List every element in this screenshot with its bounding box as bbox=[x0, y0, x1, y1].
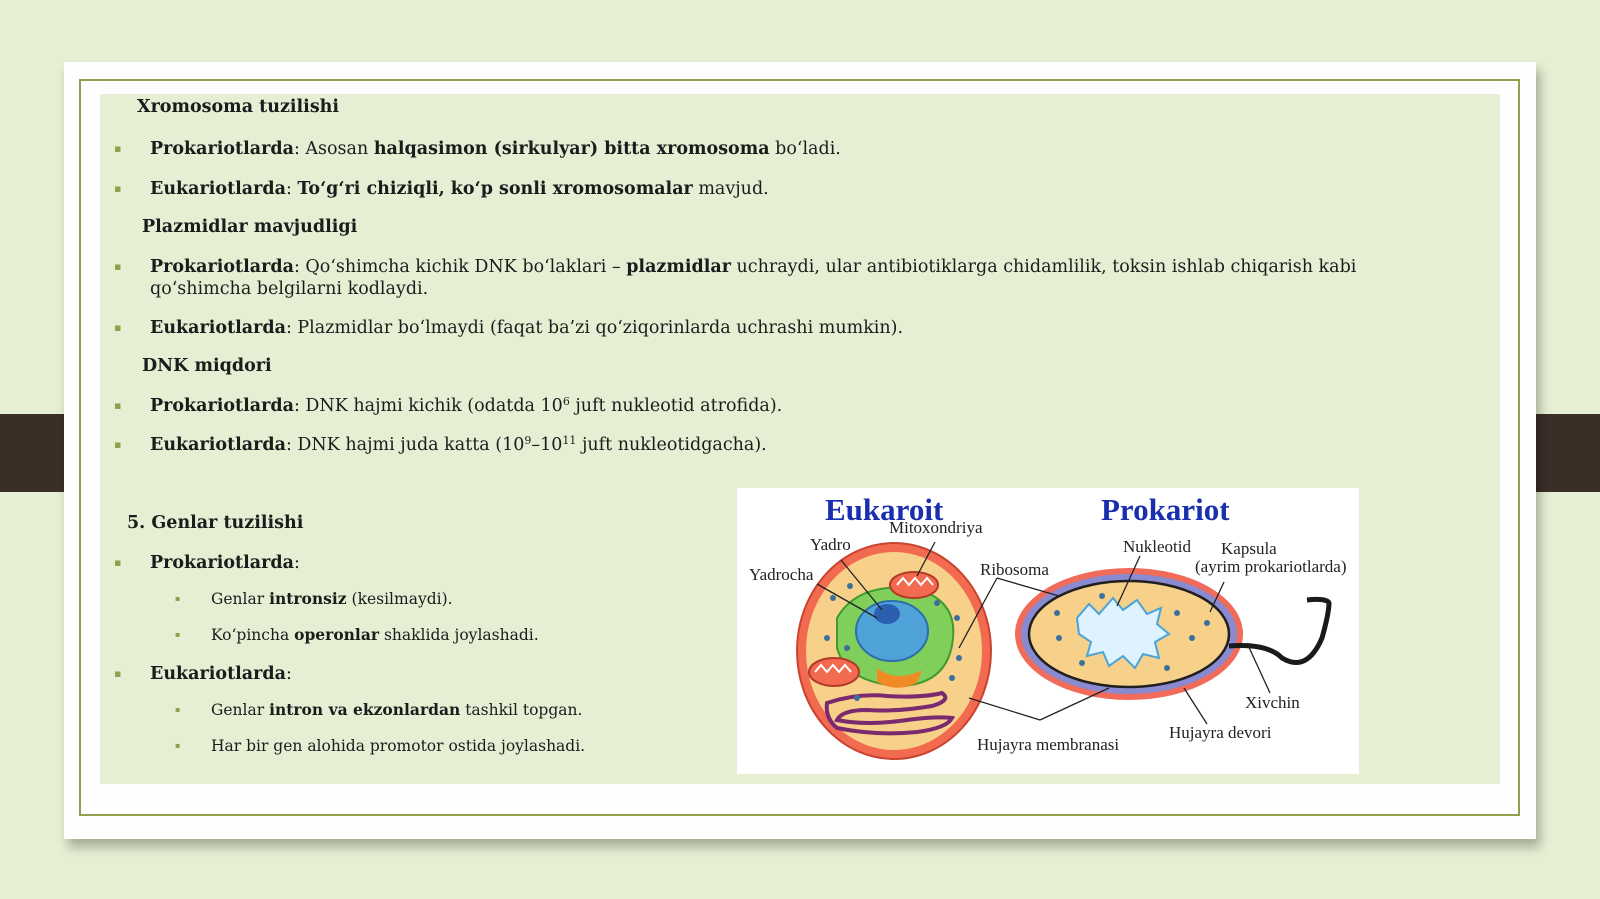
bullet-marker: ▪ bbox=[114, 321, 122, 334]
term: Eukariotlarda bbox=[150, 318, 286, 338]
label-kapsula-note: (ayrim prokariotlarda) bbox=[1195, 557, 1347, 576]
sub-bullet-intron-ekzon: ▪ Genlar intron va ekzonlardan tashkil topgan. bbox=[175, 700, 583, 719]
label-nukleotid: Nukleotid bbox=[1123, 537, 1191, 556]
bullet-marker: ▪ bbox=[114, 438, 122, 451]
label-hujayra-devori: Hujayra devori bbox=[1169, 723, 1272, 742]
title-eukaroit: Eukaroit bbox=[825, 492, 944, 527]
sub-bullet-intronsiz: ▪ Genlar intronsiz (kesilmaydi). bbox=[175, 589, 453, 608]
sub-bullet-marker: ▪ bbox=[175, 630, 181, 639]
heading-plazmidlar: Plazmidlar mavjudligi bbox=[142, 217, 358, 237]
label-hujayra-membranasi: Hujayra membranasi bbox=[977, 735, 1120, 754]
bullet-prok-xromosoma: ▪ Prokariotlarda: Asosan halqasimon (sirkulyar) bitta xromosoma bo‘ladi. bbox=[114, 139, 841, 159]
bullet-marker: ▪ bbox=[114, 399, 122, 412]
cell-diagram bbox=[737, 488, 1359, 774]
label-kapsula: Kapsula bbox=[1221, 539, 1277, 558]
bullet-marker: ▪ bbox=[114, 182, 122, 195]
term: Prokariotlarda bbox=[150, 257, 294, 277]
sub-bullet-marker: ▪ bbox=[175, 594, 181, 603]
bullet-marker: ▪ bbox=[114, 260, 122, 273]
label-xivchin: Xivchin bbox=[1245, 693, 1300, 712]
sub-bullet-marker: ▪ bbox=[175, 705, 181, 714]
heading-genlar: 5. Genlar tuzilishi bbox=[127, 513, 304, 533]
term: Eukariotlarda bbox=[150, 179, 286, 199]
bullet-marker: ▪ bbox=[114, 142, 122, 155]
label-yadrocha: Yadrocha bbox=[749, 565, 814, 584]
term: Prokariotlarda bbox=[150, 396, 294, 416]
bullet-euk-xromosoma: ▪ Eukariotlarda: To‘g‘ri chiziqli, ko‘p sonli xromosomalar mavjud. bbox=[114, 179, 769, 199]
bullet-euk-dnk: ▪ Eukariotlarda: DNK hajmi juda katta ($10^9-10^{11}$ juft nukleotidgacha). bbox=[114, 434, 767, 455]
label-ribosoma: Ribosoma bbox=[980, 560, 1049, 579]
bullet-euk-genlar: ▪ Eukariotlarda: bbox=[114, 664, 292, 684]
bullet-euk-plazmid: ▪ Eukariotlarda: Plazmidlar bo‘lmaydi (faqat ba’zi qo‘ziqorinlarda uchrashi mumkin). bbox=[114, 318, 904, 338]
sub-bullet-operonlar: ▪ Ko‘pincha operonlar shaklida joylashadi. bbox=[175, 625, 539, 644]
bullet-marker: ▪ bbox=[114, 556, 122, 569]
term: Eukariotlarda bbox=[150, 664, 286, 684]
title-prokariot: Prokariot bbox=[1101, 492, 1230, 527]
prokaryotic-cell bbox=[1015, 568, 1329, 700]
bullet-prok-genlar: ▪ Prokariotlarda: bbox=[114, 553, 300, 573]
heading-xromosoma: Xromosoma tuzilishi bbox=[137, 97, 340, 117]
term: Prokariotlarda bbox=[150, 139, 294, 159]
term: Prokariotlarda bbox=[150, 553, 294, 573]
sub-bullet-promotor: ▪ Har bir gen alohida promotor ostida joylashadi. bbox=[175, 737, 586, 755]
bullet-prok-plazmid: ▪ Prokariotlarda: Qo‘shimcha kichik DNK bo‘laklari – plazmidlar uchraydi, ular antibiotiklarga chidamlilik, toksin ishlab chiqarish kabi qo‘shimcha belgilarni kodlaydi. bbox=[114, 257, 1357, 299]
sub-bullet-marker: ▪ bbox=[175, 741, 181, 750]
bullet-prok-dnk: ▪ Prokariotlarda: DNK hajmi kichik (odatda $10^6$ juft nukleotid atrofida). bbox=[114, 395, 783, 416]
cell-diagram-svg bbox=[737, 488, 1359, 774]
eukaryotic-cell bbox=[797, 543, 991, 759]
heading-dnk-miqdori: DNK miqdori bbox=[142, 356, 272, 376]
label-mitoxondriya: Mitoxondriya bbox=[889, 518, 983, 537]
term: Eukariotlarda bbox=[150, 435, 286, 455]
bullet-marker: ▪ bbox=[114, 667, 122, 680]
label-yadro: Yadro bbox=[810, 535, 851, 554]
